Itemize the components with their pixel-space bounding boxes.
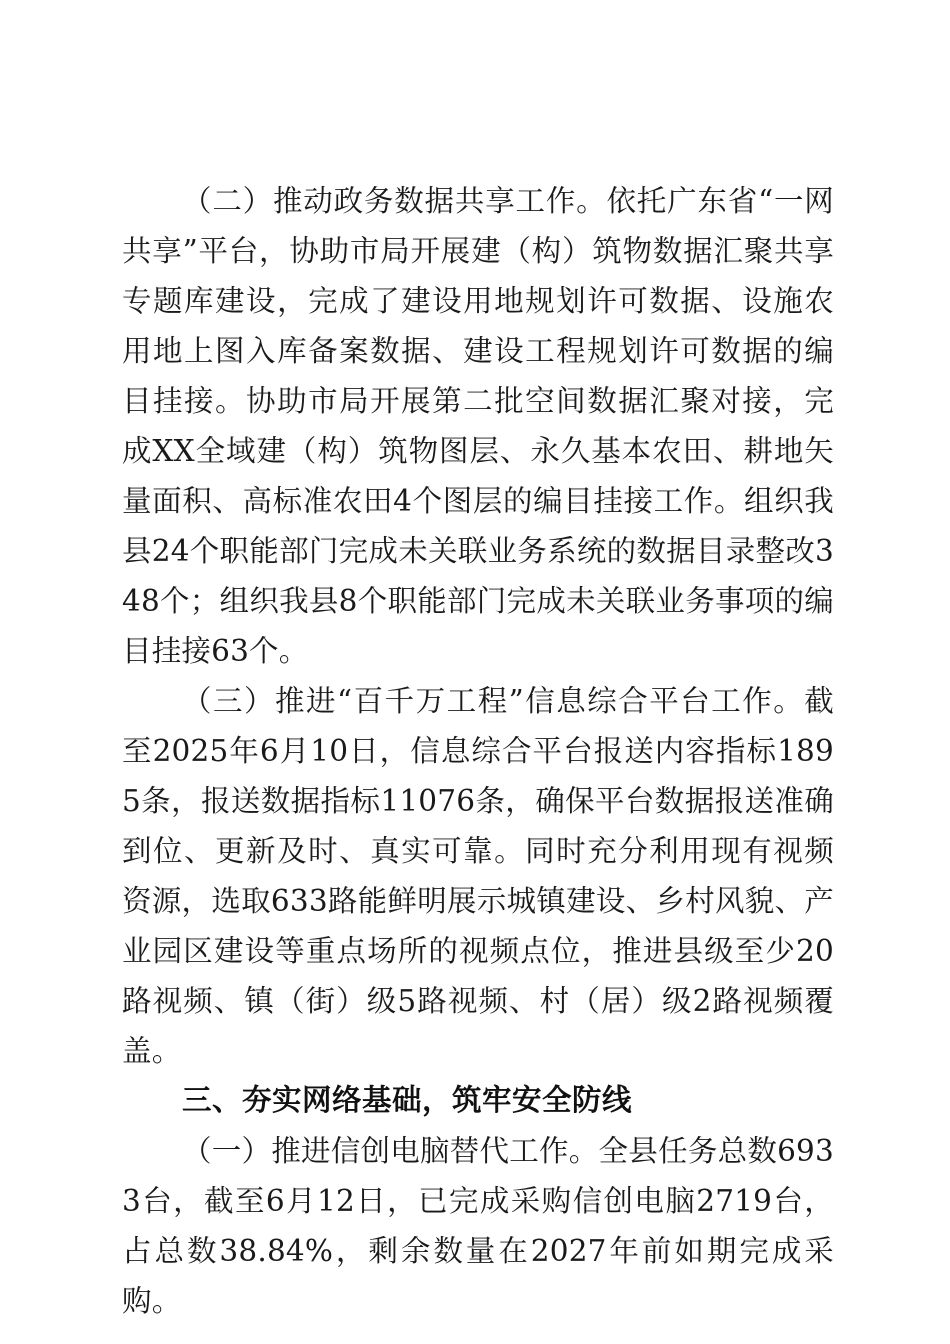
paragraph-section-3-1: （一）推进信创电脑替代工作。全县任务总数6933台，截至6月12日，已完成采购信创电脑2719台，占总数38.84%，剩余数量在2027年前如期完成采购。 <box>122 1134 834 1318</box>
paragraph-section-2-3: （三）推进“百千万工程”信息综合平台工作。截至2025年6月10日，信息综合平台报送内容指标1895条，报送数据指标11076条，确保平台数据报送准确到位、更新及时、真实可靠。同时充分利用现有视频资源，选取633路能鲜明展示城镇建设、乡村风貌、产业园区建设等重点场所的视频点位，推进县级至少20路视频、镇（街）级5路视频、村（居）级2路视频覆盖。 <box>122 684 834 1068</box>
paragraph-section-2-2: （二）推动政务数据共享工作。依托广东省“一网共享”平台，协助市局开展建（构）筑物数据汇聚共享专题库建设，完成了建设用地规划许可数据、设施农用地上图入库备案数据、建设工程规划许可数据的编目挂接。协助市局开展第二批空间数据汇聚对接，完成XX全域建（构）筑物图层、永久基本农田、耕地矢量面积、高标准农田4个图层的编目挂接工作。组织我县24个职能部门完成未关联业务系统的数据目录整改348个；组织我县8个职能部门完成未关联业务事项的编目挂接63个。 <box>122 184 834 668</box>
document-text-column <box>122 176 834 1326</box>
heading-section-3: 三、夯实网络基础，筑牢安全防线 <box>182 1084 633 1117</box>
